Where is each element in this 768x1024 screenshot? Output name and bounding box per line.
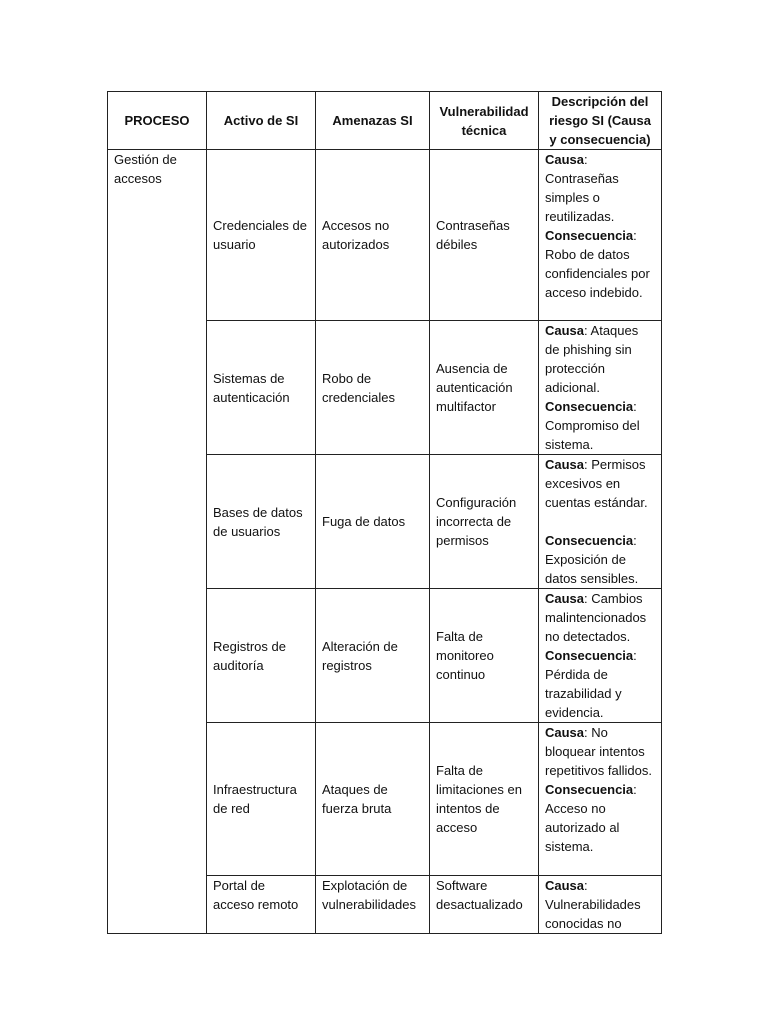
header-risk-description: Descripción del riesgo SI (Causa y consecuencia) [539,92,662,150]
threat-cell: Robo de credenciales [316,321,430,455]
asset-cell: Bases de datos de usuarios [207,455,316,589]
vulnerability-cell: Configuración incorrecta de permisos [430,455,539,589]
risk-description-cell: Causa: Ataques de phishing sin protección adicional. Consecuencia: Compromiso del sistema. [539,321,662,455]
vulnerability-cell: Falta de monitoreo continuo [430,589,539,723]
risk-table [107,91,662,934]
risk-description-cell: Causa: Vulnerabilidades conocidas no [539,876,662,934]
cause-label: Causa [545,457,585,472]
consequence-label: Consecuencia [545,228,634,243]
header-vulnerability: Vulnerabilidad técnica [430,92,539,150]
asset-cell: Registros de auditoría [207,589,316,723]
header-row [108,92,662,150]
header-threat: Amenazas SI [316,92,430,150]
consequence-label: Consecuencia [545,399,634,414]
consequence-text: Exposición de datos sensibles. [545,552,639,586]
consequence-text: Pérdida de trazabilidad y evidencia. [545,667,622,720]
cause-label: Causa [545,725,585,740]
cause-label: Causa [545,591,585,606]
consequence-label: Consecuencia [545,648,634,663]
process-cell: Gestión de accesos [108,150,207,934]
table-row [108,150,662,321]
threat-cell: Alteración de registros [316,589,430,723]
threat-cell: Explotación de vulnerabilidades [316,876,430,934]
consequence-label: Consecuencia [545,533,634,548]
cause-text: Vulnerabilidades conocidas no [545,897,641,931]
cause-label: Causa [545,878,585,893]
cause-label: Causa [545,152,585,167]
consequence-text: Compromiso del sistema. [545,418,640,452]
vulnerability-cell: Falta de limitaciones en intentos de acceso [430,723,539,876]
asset-cell: Infraestructura de red [207,723,316,876]
threat-cell: Ataques de fuerza bruta [316,723,430,876]
risk-description-cell: Causa: Cambios malintencionados no detectados. Consecuencia: Pérdida de trazabilidad y evidencia. [539,589,662,723]
cause-text: No bloquear intentos repetitivos fallidos. [545,725,652,778]
cause-text: Permisos excesivos en cuentas estándar. [545,457,648,510]
header-asset: Activo de SI [207,92,316,150]
threat-cell: Accesos no autorizados [316,150,430,321]
consequence-text: Acceso no autorizado al sistema. [545,801,620,854]
vulnerability-cell: Contraseñas débiles [430,150,539,321]
asset-cell: Credenciales de usuario [207,150,316,321]
asset-cell: Portal de acceso remoto [207,876,316,934]
risk-description-cell: Causa: Permisos excesivos en cuentas estándar. Consecuencia: Exposición de datos sensibles. [539,455,662,589]
cause-text: Ataques de phishing sin protección adicional. [545,323,639,395]
cause-text: Contraseñas simples o reutilizadas. [545,171,619,224]
risk-description-cell: Causa: No bloquear intentos repetitivos fallidos. Consecuencia: Acceso no autorizado al sistema. [539,723,662,876]
consequence-text: Robo de datos confidenciales por acceso indebido. [545,247,650,300]
vulnerability-cell: Ausencia de autenticación multifactor [430,321,539,455]
asset-cell: Sistemas de autenticación [207,321,316,455]
vulnerability-cell: Software desactualizado [430,876,539,934]
threat-cell: Fuga de datos [316,455,430,589]
cause-label: Causa [545,323,585,338]
cause-text: Cambios malintencionados no detectados. [545,591,647,644]
risk-description-cell: Causa: Contraseñas simples o reutilizadas. Consecuencia: Robo de datos confidenciales por acceso indebido. [539,150,662,321]
consequence-label: Consecuencia [545,782,634,797]
header-process: PROCESO [108,92,207,150]
